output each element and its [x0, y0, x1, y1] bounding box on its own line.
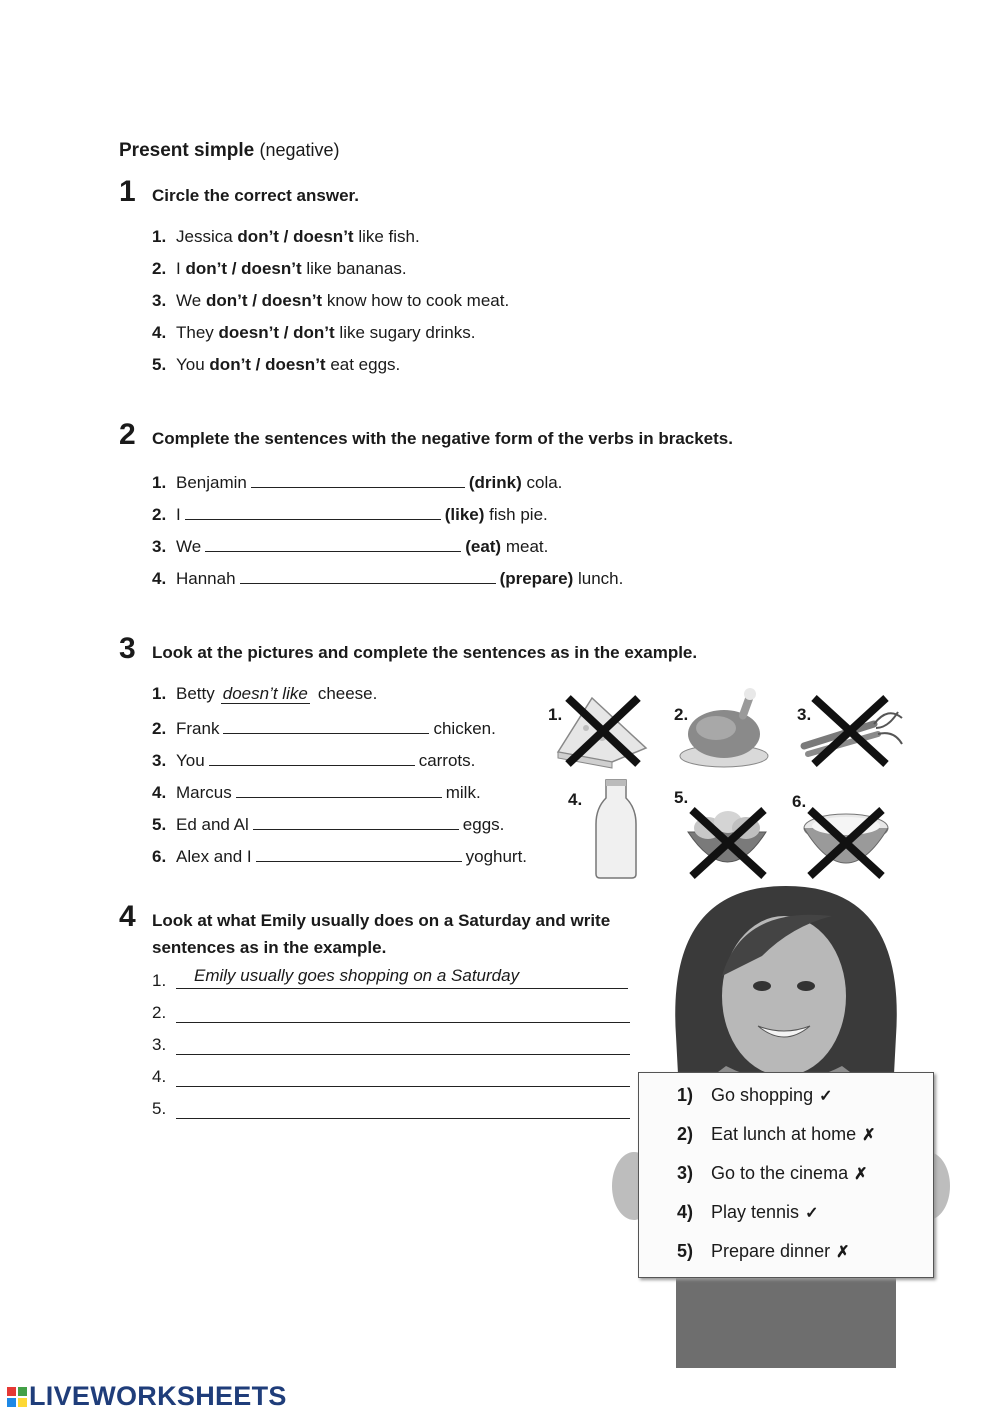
section-3-number: 3 [119, 632, 136, 665]
pic-label-6: 6. [792, 792, 807, 811]
title-sub: (negative) [259, 140, 340, 160]
s1-item-5: 5. You don’t / doesn’t eat eggs. [152, 355, 401, 374]
milk-bottle-image [592, 778, 640, 880]
s2-item-2: 2. I (like) fish pie. [152, 502, 548, 525]
s4-example-line [176, 968, 628, 989]
worksheet-title [119, 140, 340, 162]
s3-blank-4[interactable] [236, 780, 442, 798]
s2-item-3: 3. We (eat) meat. [152, 534, 548, 557]
pic-label-4: 4. [568, 790, 583, 809]
s3-blank-6[interactable] [256, 844, 462, 862]
s3-item-6: 6. Alex and I yoghurt. [152, 844, 527, 867]
s3-item-4: 4. Marcus milk. [152, 780, 481, 803]
s2-blank-4[interactable] [240, 566, 496, 584]
s1-choice-2[interactable]: don’t / doesn’t [185, 259, 302, 278]
pic-label-1: 1. [548, 705, 563, 724]
section-2-number: 2 [119, 418, 136, 451]
s3-blank-5[interactable] [253, 812, 459, 830]
pic-label-3: 3. [797, 705, 812, 724]
s4-answer-line-2[interactable] [176, 1002, 630, 1023]
chicken-image [676, 684, 772, 770]
sign-row-2: 2) Eat lunch at home ✗ [677, 1124, 876, 1144]
s1-choice-3[interactable]: don’t / doesn’t [205, 291, 323, 310]
s4-answer-line-3[interactable] [176, 1034, 630, 1055]
s1-item-4: 4. They doesn’t / don’t like sugary drinks. [152, 323, 476, 342]
cross-mark-icon: ✗ [862, 1127, 876, 1144]
s4-answer-line-5[interactable] [176, 1098, 630, 1119]
cross-icon-cheese [564, 694, 642, 768]
s3-blank-3[interactable] [209, 748, 415, 766]
cross-mark-icon: ✗ [836, 1244, 850, 1261]
s3-item-5: 5. Ed and Al eggs. [152, 812, 504, 835]
cross-icon-yoghurt [806, 806, 886, 880]
s3-item-3: 3. You carrots. [152, 748, 475, 771]
s2-blank-1[interactable] [251, 470, 465, 488]
pic-label-2: 2. [674, 705, 689, 724]
liveworksheets-logo[interactable] [7, 1381, 287, 1412]
s2-item-1: 1. Benjamin (drink) cola. [152, 470, 562, 493]
s1-item-3: 3. We don’t / doesn’t know how to cook meat. [152, 291, 510, 310]
s4-num-5: 5. [152, 1099, 167, 1118]
s4-answer-line-4[interactable] [176, 1066, 630, 1087]
s1-choice-1[interactable]: don’t / doesn’t [237, 227, 354, 246]
s4-num-1: 1. [152, 971, 167, 990]
s1-item-2: 2. I don’t / doesn’t like bananas. [152, 259, 407, 278]
s2-item-4: 4. Hannah (prepare) lunch. [152, 566, 623, 589]
activity-sign [638, 1072, 934, 1278]
s3-example: 1. Betty doesn’t like cheese. [152, 684, 378, 703]
check-icon: ✓ [819, 1088, 833, 1105]
sign-row-3: 3) Go to the cinema ✗ [677, 1163, 868, 1183]
s4-num-2: 2. [152, 1003, 167, 1022]
section-1-number: 1 [119, 175, 136, 208]
s1-choice-4[interactable]: doesn’t / don’t [218, 323, 335, 342]
section-4-number: 4 [119, 900, 136, 933]
section-4-instruction-line-1: Look at what Emily usually does on a Saturday and write [152, 911, 611, 930]
logo-text: LIVEWORKSHEETS [29, 1381, 287, 1411]
s4-num-3: 3. [152, 1035, 167, 1054]
section-4-instruction-line-2: sentences as in the example. [152, 938, 387, 957]
cross-icon-eggs [688, 806, 768, 880]
s4-example-text: Emily usually goes shopping on a Saturday [194, 966, 520, 985]
sign-row-1: 1) Go shopping ✓ [677, 1085, 833, 1105]
s2-blank-2[interactable] [185, 502, 441, 520]
title-main: Present simple [119, 140, 255, 161]
sign-row-4: 4) Play tennis ✓ [677, 1202, 819, 1222]
check-icon: ✓ [805, 1205, 819, 1222]
section-1-instruction: Circle the correct answer. [152, 186, 359, 205]
s2-blank-3[interactable] [205, 534, 461, 552]
s1-item-1: 1. Jessica don’t / doesn’t like fish. [152, 227, 420, 246]
s1-choice-5[interactable]: don’t / doesn’t [209, 355, 326, 374]
s3-item-2: 2. Frank chicken. [152, 716, 496, 739]
cross-icon-carrots [810, 694, 890, 768]
sign-row-5: 5) Prepare dinner ✗ [677, 1241, 850, 1261]
cross-mark-icon: ✗ [854, 1166, 868, 1183]
s3-example-answer: doesn’t like [222, 684, 308, 703]
section-2-instruction: Complete the sentences with the negative form of the verbs in brackets. [152, 429, 733, 448]
section-3-instruction: Look at the pictures and complete the sentences as in the example. [152, 643, 698, 662]
s4-num-4: 4. [152, 1067, 167, 1086]
pic-label-5: 5. [674, 788, 689, 807]
s3-blank-2[interactable] [223, 716, 429, 734]
logo-cube-icon [7, 1387, 27, 1407]
